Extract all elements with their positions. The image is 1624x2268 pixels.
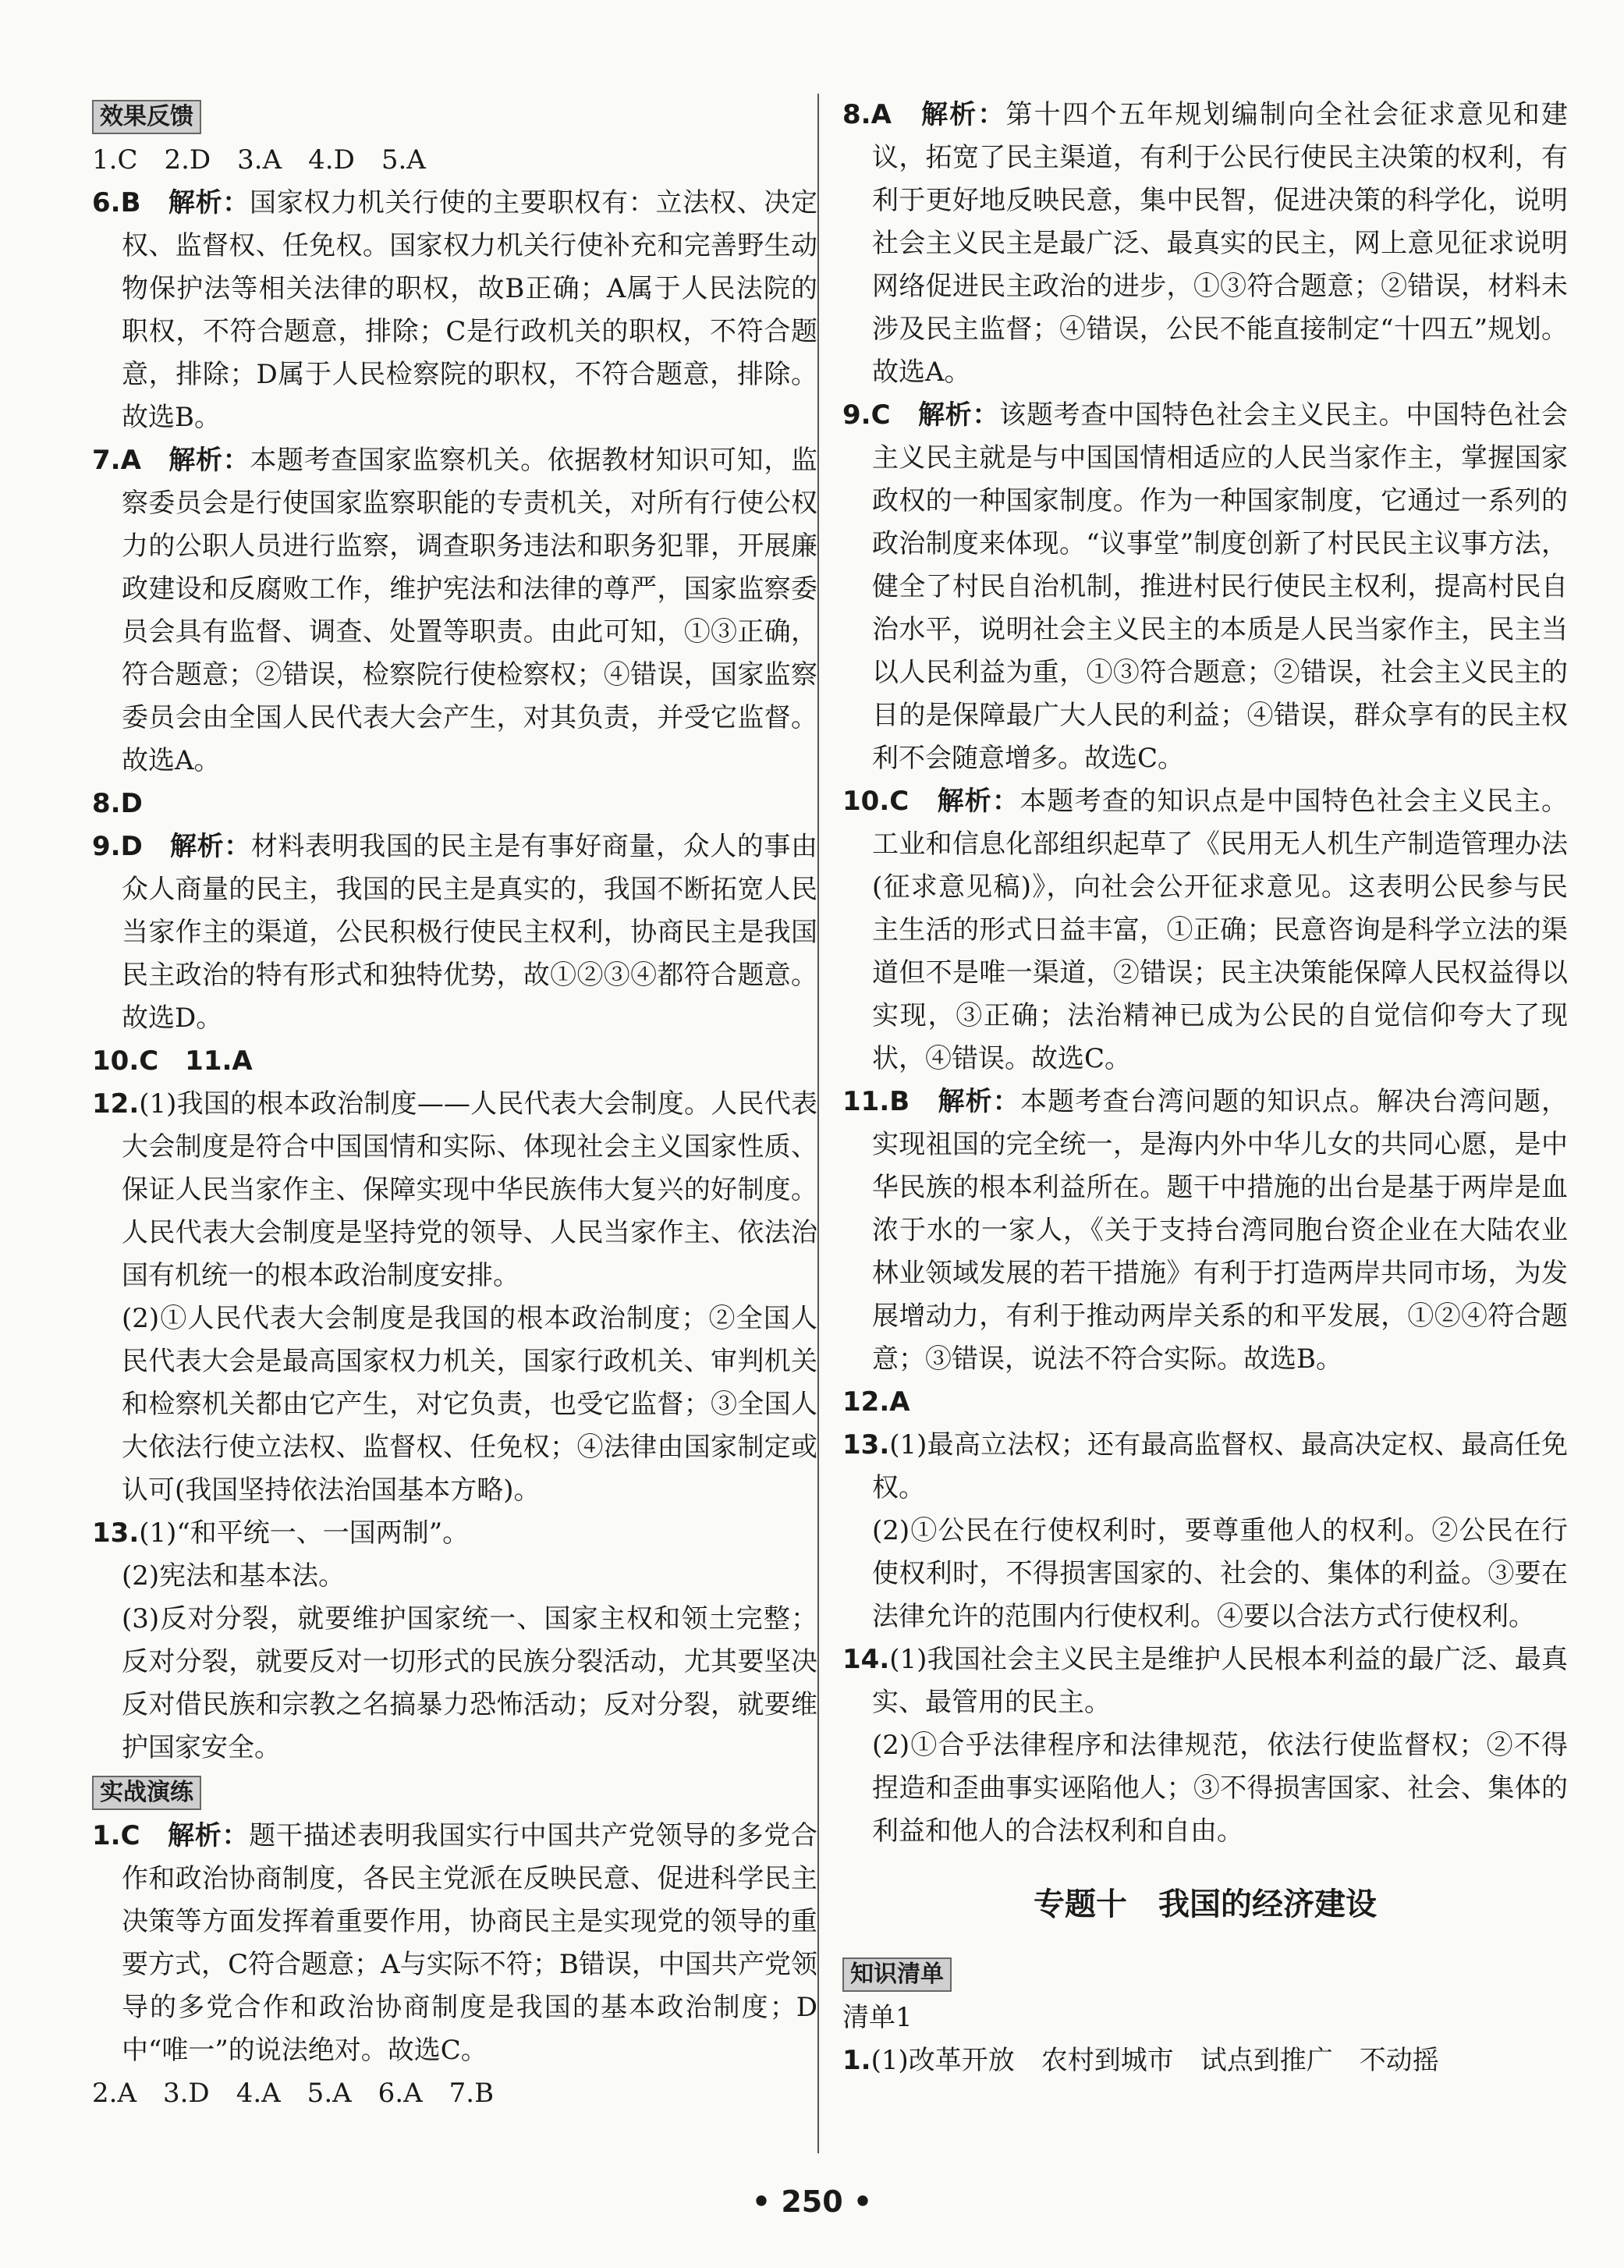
question-14-answer-part-1: 14.(1)我国社会主义民主是维护人民根本利益的最广泛、最真实、最管用的民主。 <box>842 1644 1568 1718</box>
chapter-title: 专题十 我国的经济建设 <box>1034 1886 1377 1922</box>
column-divider <box>817 94 819 2153</box>
question-9-explained: 9.C 解析：该题考查中国特色社会主义民主。中国特色社会主义民主就是与中国国情相适应的人民当家作主，掌握国家政权的一种国家制度。作为一种国家制度，它通过一系列的政治制度来体现。“议事堂”制度创新了村民民主议事方法，健全了村民自治机制，推进村民行使民主权利，提高村民自治水平，说明社会主义民主的本质是人民当家作主，民主当以人民利益为重，①③符合题意；②错误，社会主义民主的目的是保障最广大人民的利益；④错误，群众享有的民主权利不会随意增多。故选C。 <box>842 399 1569 774</box>
question-10-explained: 10.C 解析：本题考查的知识点是中国特色社会主义民主。工业和信息化部组织起草了《民用无人机生产制造管理办法(征求意见稿)》，向社会公开征求意见。这表明公民参与民主生活的形式日益丰富，①正确；民意咨询是科学立法的渠道但不是唯一渠道，②错误；民主决策能保障人民权益得以实现，③正确；法治精神已成为公民的自觉信仰夸大了现状，④错误。故选C。 <box>842 786 1569 1074</box>
section-tag-feedback: 效果反馈 <box>92 100 201 134</box>
question-14-answer-part-2: (2)①合乎法律程序和法律规范，依法行使监督权；②不得捏造和歪曲事实诬陷他人；③不得损害国家、社会、集体的利益和他人的合法权利和自由。 <box>872 1730 1568 1847</box>
list-title: 清单1 <box>842 2002 913 2033</box>
question-11-explained: 11.B 解析：本题考查台湾问题的知识点。解决台湾问题，实现祖国的完全统一，是海内外中华儿女的共同心愿，是中华民族的根本利益所在。题干中措施的出台是基于两岸是血浓于水的一家人，《关于支持台湾同胞台资企业在大陆农业林业领域发展的若干措施》有利于打造两岸共同市场，为发展增动力，有利于推动两岸关系的和平发展，①②④符合题意；③错误，说法不符合实际。故选B。 <box>842 1086 1568 1375</box>
question-8-explained: 8.A 解析：第十四个五年规划编制向全社会征求意见和建议，拓宽了民主渠道，有利于公民行使民主决策的权利，有利于更好地反映民意，集中民智，促进决策的科学化，说明社会主义民主是最广泛、最真实的民主，网上意见征求说明网络促进民主政治的进步，①③符合题意；②错误，材料未涉及民主监督；④错误，公民不能直接制定“十四五”规划。故选A。 <box>842 99 1569 388</box>
practice-question-1: 1.C 解析：题干描述表明我国实行中国共产党领导的多党合作和政治协商制度，各民主党派在反映民意、促进科学民主决策等方面发挥着重要作用，协商民主是实现党的领导的重要方式，C符合题意；A与实际不符；B错误，中国共产党领导的多党合作和政治协商制度是我国的基本政治制度；D中“唯一”的说法绝对。故选C。 <box>92 1820 818 2066</box>
page-number: • 250 • <box>751 2185 873 2219</box>
question-13-part-3: (3)反对分裂，就要维护国家统一、国家主权和领土完整；反对分裂，就要反对一切形式的民族分裂活动，尤其要坚决反对借民族和宗教之名搞暴力恐怖活动；反对分裂，就要维护国家安全。 <box>122 1603 817 1763</box>
question-13-part-1: 13.(1)“和平统一、一国两制”。 <box>92 1517 470 1549</box>
question-7: 7.A 解析：本题考查国家监察机关。依据教材知识可知，监察委员会是行使国家监察职能的专责机关，对所有行使公权力的公职人员进行监察，调查职务违法和职务犯罪，开展廉政建设和反腐败工作，维护宪法和法律的尊严，国家监察委员会具有监督、调查、处置等职责。由此可知，①③正确，符合题意；②错误，检察院行使检察权；④错误，国家监察委员会由全国人民代表大会产生，对其负责，并受它监督。故选A。 <box>92 445 818 776</box>
section-tag-practice: 实战演练 <box>92 1776 201 1810</box>
left-column <box>92 94 817 2115</box>
question-12-part-1: 12.(1)我国的根本政治制度——人民代表大会制度。人民代表大会制度是符合中国国情和实际、体现社会主义国家性质、保证人民当家作主、保障实现中华民族伟大复兴的好制度。人民代表大会制度是坚持党的领导、人民当家作主、依法治国有机统一的根本政治制度安排。 <box>92 1088 817 1291</box>
question-13-answer-part-1: 13.(1)最高立法权；还有最高监督权、最高决定权、最高任免权。 <box>842 1429 1568 1503</box>
answers-1-5: 1.C 2.D 3.A 4.D 5.A <box>92 144 426 176</box>
questions-10-11: 10.C 11.A <box>92 1045 253 1077</box>
section-tag-knowledge-list: 知识清单 <box>842 1957 952 1992</box>
answers-2-7: 2.A 3.D 4.A 5.A 6.A 7.B <box>92 2078 495 2109</box>
question-9: 9.D 解析：材料表明我国的民主是有事好商量，众人的事由众人商量的民主，我国的民主是真实的，我国不断拓宽人民当家作主的渠道，公民积极行使民主权利，协商民主是我国民主政治的特有形式和独特优势，故①②③④都符合题意。故选D。 <box>92 831 818 1034</box>
question-6: 6.B 解析：国家权力机关行使的主要职权有：立法权、决定权、监督权、任免权。国家权力机关行使补充和完善野生动物保护法等相关法律的职权，故B正确；A属于人民法院的职权，不符合题意，排除；C是行政机关的职权，不符合题意，排除；D属于人民检察院的职权，不符合题意，排除。故选B。 <box>92 187 817 433</box>
question-13-part-2: (2)宪法和基本法。 <box>122 1560 346 1592</box>
question-13-answer-part-2: (2)①公民在行使权利时，要尊重他人的权利。②公民在行使权利时，不得损害国家的、社会的、集体的利益。③要在法律允许的范围内行使权利。④要以合法方式行使权利。 <box>872 1515 1568 1632</box>
list-item-1: 1.(1)改革开放 农村到城市 试点到推广 不动摇 <box>842 2045 1439 2076</box>
question-8: 8.D <box>92 788 143 819</box>
question-12-part-2: (2)①人民代表大会制度是我国的根本政治制度；②全国人民代表大会是最高国家权力机关，国家行政机关、审判机关和检察机关都由它产生，对它负责，也受它监督；③全国人大依法行使立法权、监督权、任免权；④法律由国家制定或认可(我国坚持依法治国基本方略)。 <box>122 1303 817 1506</box>
question-12-answer: 12.A <box>842 1386 910 1418</box>
right-column <box>842 94 1568 2082</box>
